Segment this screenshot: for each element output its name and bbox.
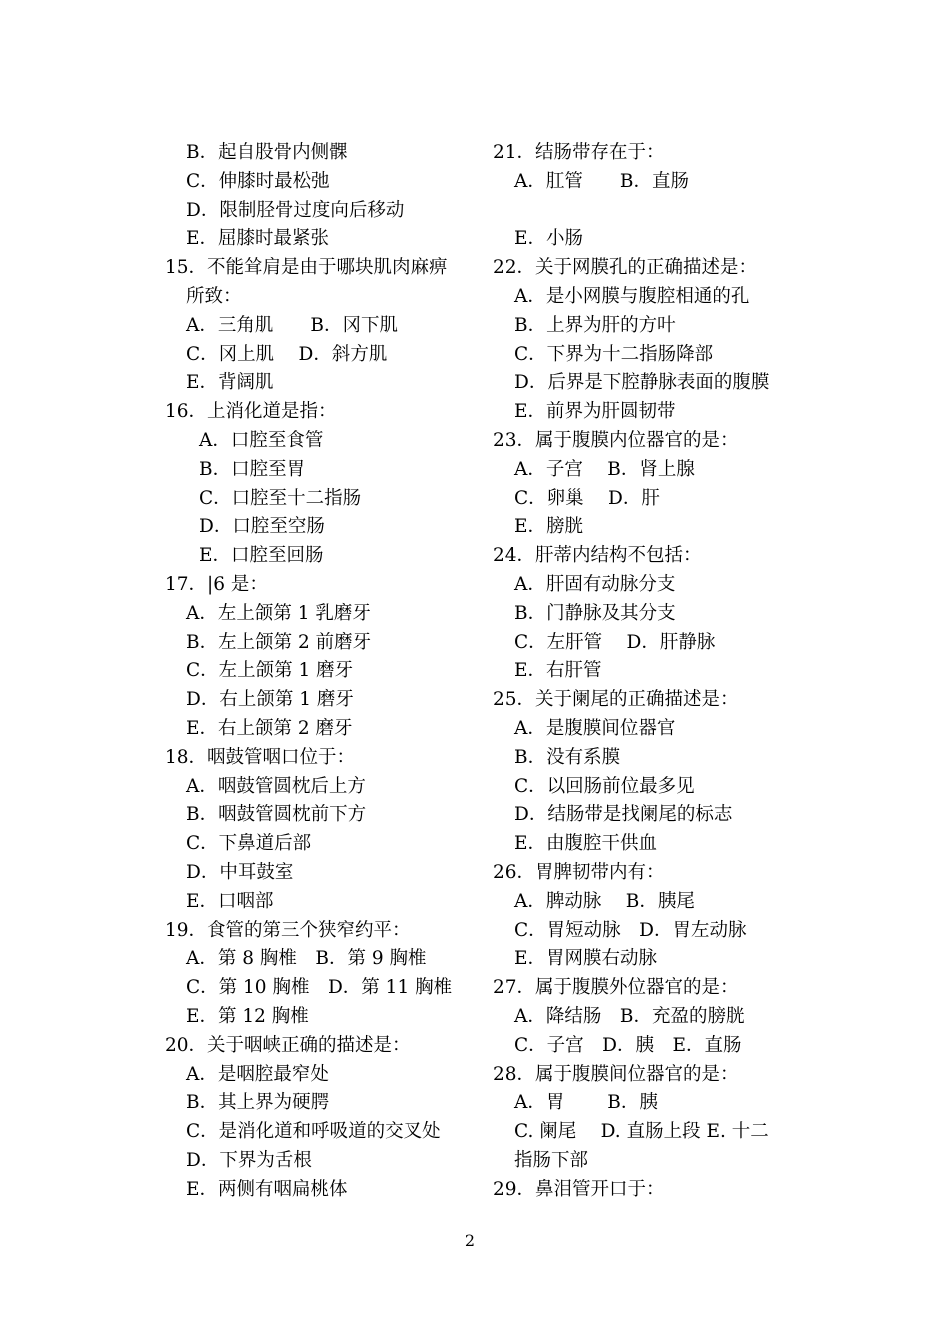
- left-column-line: B．口腔至胃: [199, 458, 306, 480]
- left-column-line: E．口腔至回肠: [199, 545, 324, 567]
- right-column-line: C. 阑尾 D. 直肠上段 E. 十二: [514, 1121, 769, 1143]
- left-column-line: C．左上颌第 1 磨牙: [186, 660, 354, 682]
- right-column-line: 28．属于腹膜间位器官的是：: [493, 1063, 739, 1085]
- right-column-line: 23．属于腹膜内位器官的是：: [493, 429, 739, 451]
- left-column-line: C．第 10 胸椎 D．第 11 胸椎: [186, 977, 453, 999]
- left-column-line: E．两侧有咽扁桃体: [186, 1178, 348, 1200]
- left-column-line: D．中耳鼓室: [186, 861, 294, 883]
- left-column-line: A．左上颌第 1 乳磨牙: [186, 602, 371, 624]
- right-column-line: 27．属于腹膜外位器官的是：: [493, 977, 739, 999]
- right-column-line: A．肝固有动脉分支: [514, 573, 676, 595]
- right-column-line: 21．结肠带存在于：: [493, 142, 665, 163]
- right-column-line: 24．肝蒂内结构不包括：: [493, 545, 702, 567]
- right-column-line: C．胃短动脉 D．胃左动脉: [514, 919, 747, 941]
- left-column-line: D．下界为舌根: [186, 1149, 312, 1171]
- right-column-line: 指肠下部: [514, 1149, 589, 1171]
- right-column-line: E．右肝管: [514, 660, 602, 682]
- left-column-line: C．是消化道和呼吸道的交叉处: [186, 1121, 441, 1143]
- left-column-line: A．咽鼓管圆枕后上方: [186, 775, 366, 797]
- right-column-line: A．是小网膜与腹腔相通的孔: [514, 285, 750, 307]
- left-column-line: B．咽鼓管圆枕前下方: [186, 804, 367, 826]
- left-column-line: D．限制胫骨过度向后移动: [186, 199, 405, 221]
- left-column-line: A．是咽腔最窄处: [186, 1063, 329, 1085]
- right-column-line: B．没有系膜: [514, 746, 621, 768]
- right-column-line: 29．鼻泪管开口于：: [493, 1178, 665, 1200]
- left-column-line: 所致：: [186, 285, 242, 307]
- left-column-line: D．右上颌第 1 磨牙: [186, 689, 354, 711]
- right-column-line: C．下界为十二指肠降部: [514, 343, 714, 365]
- left-column-line: E．背阔肌: [186, 372, 274, 394]
- right-column-line: A．肛管 B．直肠: [514, 170, 689, 192]
- right-column-line: A．胃 B．胰: [514, 1092, 658, 1114]
- right-column-line: A．脾动脉 B．胰尾: [514, 890, 695, 912]
- left-column-line: E．第 12 胸椎: [186, 1005, 309, 1027]
- right-column-line: A．是腹膜间位器官: [514, 717, 676, 739]
- page-number: 2: [464, 1231, 476, 1250]
- right-column-line: C．卵巢 D．肝: [514, 487, 660, 509]
- right-column-line: E．小肠: [514, 228, 584, 250]
- left-column-line: 18．咽鼓管咽口位于：: [165, 746, 356, 768]
- left-column-line: B．其上界为硬腭: [186, 1092, 330, 1114]
- left-column-line: A．三角肌 B．冈下肌: [186, 314, 398, 336]
- left-column-line: 16．上消化道是指：: [165, 401, 337, 423]
- left-column-line: C．伸膝时最松弛: [186, 170, 330, 192]
- right-column-line: A．子宫 B．肾上腺: [514, 458, 695, 480]
- right-column-line: D．结肠带是找阑尾的标志: [514, 804, 733, 826]
- left-column-line: 20．关于咽峡正确的描述是：: [165, 1034, 411, 1056]
- right-column-line: E．胃网膜右动脉: [514, 948, 658, 970]
- left-column-line: C．下鼻道后部: [186, 833, 312, 855]
- left-column-line: A．口腔至食管: [199, 429, 324, 451]
- left-column-line: 19．食管的第三个狭窄约平：: [165, 919, 411, 941]
- right-column: [493, 139, 803, 1204]
- left-column-line: B．起自股骨内侧髁: [186, 142, 348, 163]
- right-column-line: E．前界为肝圆韧带: [514, 401, 676, 423]
- right-column-line: C．子宫 D．胰 E．直肠: [514, 1034, 742, 1056]
- left-column-line: E．右上颌第 2 磨牙: [186, 717, 353, 739]
- right-column-line: D．后界是下腔静脉表面的腹膜: [514, 372, 770, 394]
- left-column-line: E．屈膝时最紧张: [186, 228, 330, 250]
- right-column-line: 25．关于阑尾的正确描述是：: [493, 689, 739, 711]
- right-column-line: E．膀胱: [514, 516, 584, 538]
- right-column-line: B．门静脉及其分支: [514, 602, 676, 624]
- right-column-line: C．以回肠前位最多见: [514, 775, 695, 797]
- right-column-line: C．左肝管 D．肝静脉: [514, 631, 716, 653]
- left-column-line: A．第 8 胸椎 B．第 9 胸椎: [186, 948, 427, 970]
- right-column-line: 26．胃脾韧带内有：: [493, 861, 665, 883]
- left-column-line: C．冈上肌 D．斜方肌: [186, 343, 388, 365]
- left-column-line: C．口腔至十二指肠: [199, 487, 362, 509]
- right-column-line: A．降结肠 B．充盈的膀胱: [514, 1005, 745, 1027]
- left-column-line: 15．不能耸肩是由于哪块肌肉麻痹: [165, 257, 448, 279]
- right-column-line: B．上界为肝的方叶: [514, 314, 676, 336]
- right-column-line: 22．关于网膜孔的正确描述是：: [493, 257, 758, 279]
- left-column-line: B．左上颌第 2 前磨牙: [186, 631, 372, 653]
- left-column-line: D．口腔至空肠: [199, 516, 325, 538]
- left-column-line: 17．|6 是：: [165, 573, 268, 595]
- left-column: [165, 139, 475, 1204]
- right-column-line: E．由腹腔干供血: [514, 833, 658, 855]
- right-column-line: [493, 197, 803, 226]
- left-column-line: E．口咽部: [186, 890, 274, 912]
